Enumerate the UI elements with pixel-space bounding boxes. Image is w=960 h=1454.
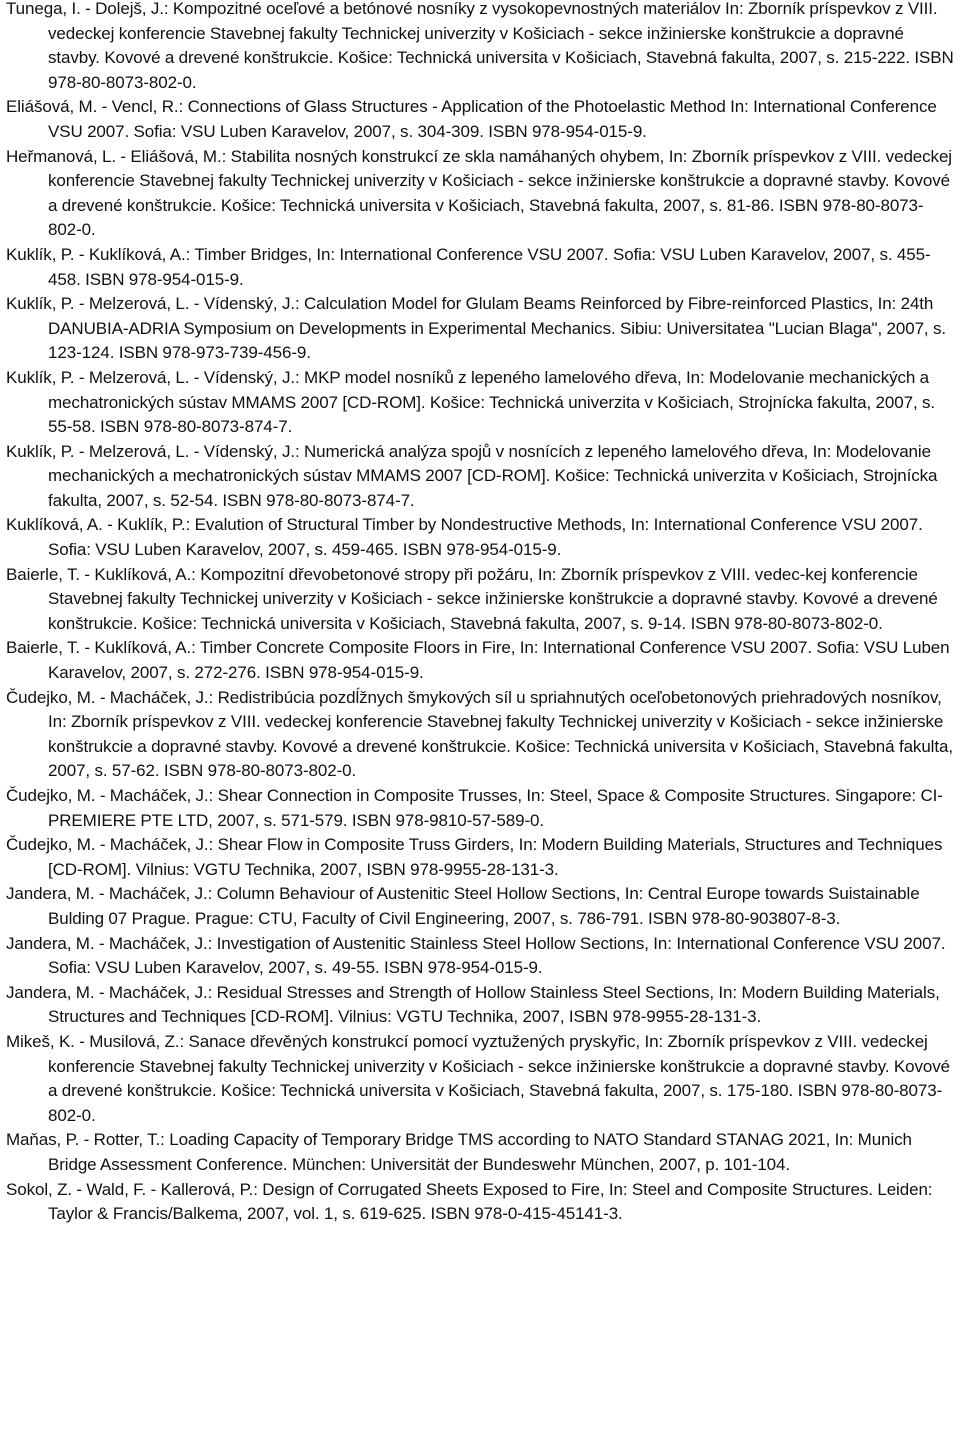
reference-entry: Čudejko, M. - Macháček, J.: Redistribúcia pozdĺžnych šmykových síl u spriahnutých oceľobetonových priehradových nosníkov, In: Zborník príspevkov z VIII. vedeckej konferencie Stavebnej fakulty Technickej univerzity v Košiciach - sekce inžinierske konštrukcie a dopravné stavby. Kovové a drevené konštrukcie. Košice: Technická universita v Košiciach, Stavebná fakulta, 2007, s. 57-62. ISBN 978-80-8073-802-0. — [6, 687, 953, 781]
reference-entry: Mikeš, K. - Musilová, Z.: Sanace dřevěných konstrukcí pomocí vyztužených pryskyřic, In: Zborník príspevkov z VIII. vedeckej konferencie Stavebnej fakulty Technickej univerzity v Košiciach - sekce inžinierske konštrukcie a dopravné stavby. Kovové a drevené konštrukcie. Košice: Technická universita v Košiciach, Stavebná fakulta, 2007, s. 175-180. ISBN 978-80-8073-802-0. — [6, 1031, 950, 1125]
reference-entry: Jandera, M. - Macháček, J.: Column Behaviour of Austenitic Steel Hollow Sections, In: Central Europe towards Suistainable Bulding 07 Prague. Prague: CTU, Faculty of Civil Engineering, 2007, s. 786-791. ISBN 978-80-903807-8-3. — [6, 884, 920, 928]
reference-entry: Tunega, I. - Dolejš, J.: Kompozitné oceľové a betónové nosníky z vysokopevnostných materiálov In: Zborník príspevkov z VIII. vedeckej konferencie Stavebnej fakulty Technickej univerzity v Košiciach - sekce inžinierske konštrukcie a dopravné stavby. Kovové a drevené konštrukcie. Košice: Technická universita v Košiciach, Stavebná fakulta, 2007, s. 215-222. ISBN 978-80-8073-802-0. — [6, 0, 954, 92]
reference-entry: Kuklík, P. - Melzerová, L. - Vídenský, J.: Calculation Model for Glulam Beams Reinforced by Fibre-reinforced Plastics, In: 24th DANUBIA-ADRIA Symposium on Developments in Experimental Mechanics. Sibiu: Universitatea "Lucian Blaga", 2007, s. 123-124. ISBN 978-973-739-456-9. — [6, 294, 946, 363]
reference-entry: Baierle, T. - Kuklíková, A.: Kompozitní dřevobetonové stropy při požáru, In: Zborník príspevkov z VIII. vedec-kej konferencie Stavebnej fakulty Technickej univerzity v Košiciach - sekce inžinierske konštrukcie a dopravné stavby. Kovové a drevené konštrukcie. Košice: Technická universita v Košiciach, Stavebná fakulta, 2007, s. 9-14. ISBN 978-80-8073-802-0. — [6, 564, 938, 633]
reference-entry: Čudejko, M. - Macháček, J.: Shear Connection in Composite Trusses, In: Steel, Space & Composite Structures. Singapore: CI-PREMIERE PTE LTD, 2007, s. 571-579. ISBN 978-9810-57-589-0. — [6, 786, 943, 830]
reference-entry: Eliášová, M. - Vencl, R.: Connections of Glass Structures - Application of the Photoelastic Method In: International Conference VSU 2007. Sofia: VSU Luben Karavelov, 2007, s. 304-309. ISBN 978-954-015-9. — [6, 97, 937, 141]
reference-entry: Kuklík, P. - Melzerová, L. - Vídenský, J.: Numerická analýza spojů v nosnících z lepeného lamelového dřeva, In: Modelovanie mechanických a mechatronických sústav MMAMS 2007 [CD-ROM]. Košice: Technická univerzita v Košiciach, Strojnícka fakulta, 2007, s. 52-54. ISBN 978-80-8073-874-7. — [6, 441, 938, 510]
reference-entry: Baierle, T. - Kuklíková, A.: Timber Concrete Composite Floors in Fire, In: International Conference VSU 2007. Sofia: VSU Luben Karavelov, 2007, s. 272-276. ISBN 978-954-015-9. — [6, 638, 950, 683]
reference-entry: Sokol, Z. - Wald, F. - Kallerová, P.: Design of Corrugated Sheets Exposed to Fire, In: Steel and Composite Structures. Leiden: Taylor & Francis/Balkema, 2007, vol. 1, s. 619-625. ISBN 978-0-415-45141-3. — [6, 1179, 933, 1224]
reference-entry: Jandera, M. - Macháček, J.: Investigation of Austenitic Stainless Steel Hollow Sections, In: International Conference VSU 2007. Sofia: VSU Luben Karavelov, 2007, s. 49-55. ISBN 978-954-015-9. — [6, 933, 946, 978]
reference-entry: Čudejko, M. - Macháček, J.: Shear Flow in Composite Truss Girders, In: Modern Building Materials, Structures and Techniques [CD-ROM]. Vilnius: VGTU Technika, 2007, ISBN 978-9955-28-131-3. — [6, 835, 943, 879]
reference-entry: Heřmanová, L. - Eliášová, M.: Stabilita nosných konstrukcí ze skla namáhaných ohybem, In: Zborník príspevkov z VIII. vedeckej konferencie Stavebnej fakulty Technickej univerzity v Košiciach - sekce inžinierske konštrukcie a dopravné stavby. Kovové a drevené konštrukcie. Košice: Technická universita v Košiciach, Stavebná fakulta, 2007, s. 81-86. ISBN 978-80-8073-802-0. — [6, 146, 952, 240]
reference-entry: Kuklíková, A. - Kuklík, P.: Evalution of Structural Timber by Nondestructive Methods, In: International Conference VSU 2007. Sofia: VSU Luben Karavelov, 2007, s. 459-465. ISBN 978-954-015-9. — [6, 515, 923, 560]
reference-entry: Maňas, P. - Rotter, T.: Loading Capacity of Temporary Bridge TMS according to NATO Standard STANAG 2021, In: Munich Bridge Assessment Conference. München: Universität der Bundeswehr München, 2007, p. 101-104. — [6, 1130, 912, 1174]
reference-entry: Jandera, M. - Macháček, J.: Residual Stresses and Strength of Hollow Stainless Steel Sections, In: Modern Building Materials, Structures and Techniques [CD-ROM]. Vilnius: VGTU Technika, 2007, ISBN 978-9955-28-131-3. — [6, 982, 940, 1027]
reference-entry: Kuklík, P. - Melzerová, L. - Vídenský, J.: MKP model nosníků z lepeného lamelového dřeva, In: Modelovanie mechanických a mechatronických sústav MMAMS 2007 [CD-ROM]. Košice: Technická univerzita v Košiciach, Strojnícka fakulta, 2007, s. 55-58. ISBN 978-80-8073-874-7. — [6, 367, 936, 437]
reference-entry: Kuklík, P. - Kuklíková, A.: Timber Bridges, In: International Conference VSU 2007. Sofia: VSU Luben Karavelov, 2007, s. 455-458. ISBN 978-954-015-9. — [6, 244, 931, 289]
